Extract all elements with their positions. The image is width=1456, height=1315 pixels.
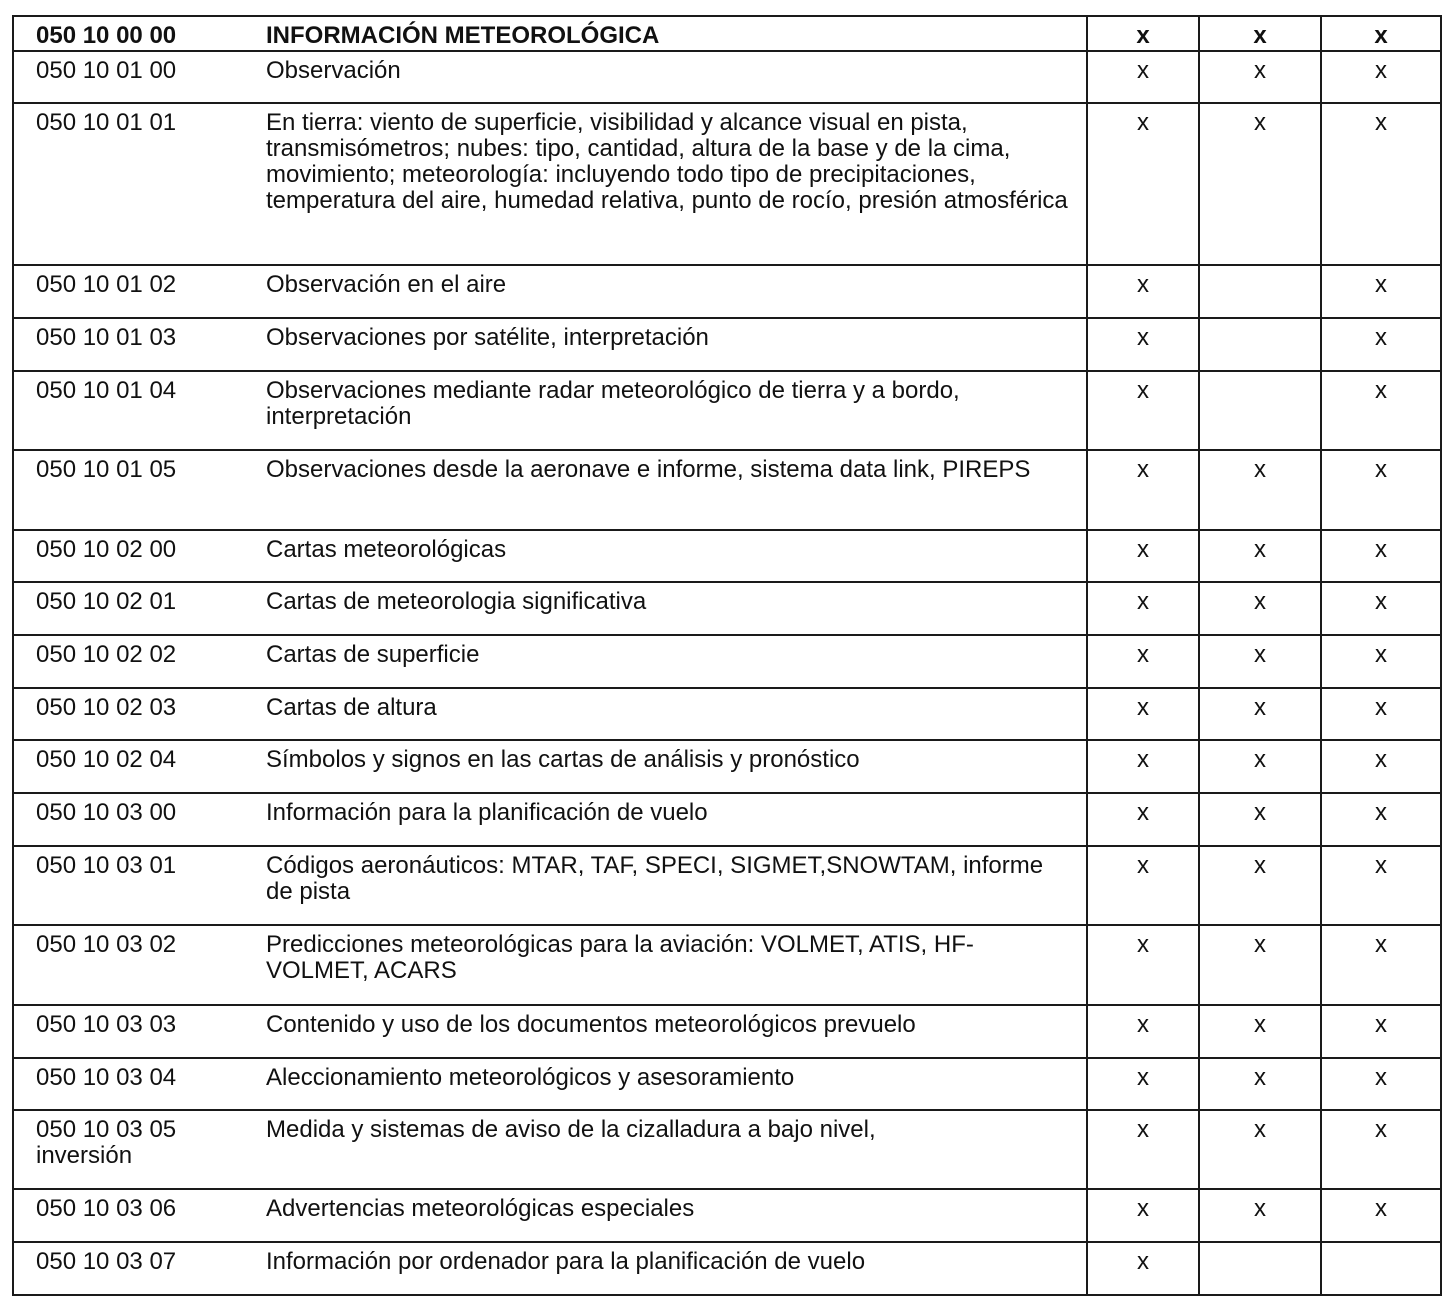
mark-x [1200,266,1320,272]
mark-x: x [1137,746,1149,773]
topic-code: 050 10 01 05 [36,456,177,483]
mark-x: x [1137,1248,1149,1275]
topic-description: Observaciones desde la aeronave e informe, sistema data link, PIREPS [266,456,1031,483]
mark-x: x [1254,641,1266,668]
topic-cell [13,846,1087,925]
mark-x: x [1137,799,1149,826]
topic-code: 050 10 01 01 [36,109,177,136]
mark-cell-3 [1321,371,1441,450]
mark-cell-2 [1199,265,1321,318]
table-row [13,793,1441,846]
mark-x: x [1137,271,1149,298]
topic-code: 050 10 02 02 [36,641,177,668]
mark-x: x [1254,1064,1266,1091]
mark-x: x [1254,109,1266,136]
mark-x: x [1375,324,1387,351]
mark-x: x [1375,852,1387,879]
mark-x: x [1137,931,1149,958]
mark-cell-2 [1199,793,1321,846]
topic-description: Aleccionamiento meteorológicos y asesoramiento [266,1064,795,1091]
mark-x: x [1254,931,1266,958]
mark-cell-1 [1087,371,1199,450]
mark-cell-1 [1087,846,1199,925]
mark-cell-1 [1087,530,1199,582]
mark-cell-1 [1087,1058,1199,1110]
table-row [13,635,1441,688]
mark-x: x [1375,1195,1387,1222]
topic-description: Cartas de altura [266,694,437,721]
mark-x [1200,319,1320,325]
mark-x: x [1137,456,1149,483]
topic-description: Advertencias meteorológicas especiales [266,1195,695,1222]
mark-cell-2 [1199,16,1321,51]
mark-x: x [1254,1011,1266,1038]
topic-description: Símbolos y signos en las cartas de análisis y pronóstico [266,746,860,773]
mark-cell-1 [1087,51,1199,103]
mark-cell-2 [1199,925,1321,1005]
topic-description: Medida y sistemas de aviso de la cizalladura a bajo nivel, [266,1116,876,1143]
mark-cell-1 [1087,793,1199,846]
mark-x: x [1137,1116,1149,1143]
topic-cell [13,1242,1087,1295]
mark-cell-1 [1087,635,1199,688]
table-row [13,371,1441,450]
mark-x: x [1375,746,1387,773]
mark-x: x [1254,746,1266,773]
topic-code: 050 10 02 00 [36,536,177,563]
mark-cell-2 [1199,103,1321,265]
table-row [13,1110,1441,1189]
table-row [13,846,1441,925]
mark-x: x [1375,799,1387,826]
topic-cell [13,688,1087,740]
topic-cell [13,51,1087,103]
mark-cell-1 [1087,1110,1199,1189]
mark-x: x [1137,852,1149,879]
topic-code: 050 10 01 02 [36,271,177,298]
mark-x: x [1254,1116,1266,1143]
topic-cell [13,1005,1087,1058]
mark-x: x [1254,852,1266,879]
mark-x: x [1254,799,1266,826]
mark-cell-2 [1199,51,1321,103]
mark-cell-3 [1321,1058,1441,1110]
mark-cell-1 [1087,688,1199,740]
mark-cell-3 [1321,530,1441,582]
table-row [13,740,1441,793]
topic-description: Cartas de superficie [266,641,480,668]
table-row [13,1242,1441,1295]
mark-x [1200,372,1320,378]
topic-cell [13,1189,1087,1242]
mark-cell-1 [1087,103,1199,265]
mark-x: x [1137,694,1149,721]
mark-cell-3 [1321,846,1441,925]
table-row [13,450,1441,530]
mark-x: x [1254,536,1266,563]
mark-x: x [1375,694,1387,721]
mark-x: x [1137,1064,1149,1091]
mark-cell-2 [1199,371,1321,450]
mark-cell-2 [1199,1058,1321,1110]
mark-cell-3 [1321,1110,1441,1189]
mark-x: x [1375,1064,1387,1091]
mark-cell-2 [1199,740,1321,793]
mark-cell-2 [1199,450,1321,530]
mark-cell-2 [1199,688,1321,740]
topic-cell [13,582,1087,635]
mark-x: x [1375,456,1387,483]
topic-description: Observaciones mediante radar meteorológico de tierra y a bordo, interpretación [266,377,960,430]
mark-x: x [1254,694,1266,721]
topic-cell [13,450,1087,530]
topic-code: 050 10 02 03 [36,694,177,721]
mark-cell-1 [1087,582,1199,635]
topic-cell [13,1058,1087,1110]
topic-code: 050 10 01 03 [36,324,177,351]
topic-code: 050 10 02 01 [36,588,177,615]
topic-description: Contenido y uso de los documentos meteorológicos prevuelo [266,1011,916,1038]
mark-cell-2 [1199,1005,1321,1058]
mark-x: x [1375,57,1387,84]
table-row [13,51,1441,103]
mark-cell-1 [1087,16,1199,51]
table-row [13,318,1441,371]
mark-x: x [1375,1011,1387,1038]
mark-x: x [1375,536,1387,563]
mark-x: x [1137,641,1149,668]
mark-cell-3 [1321,688,1441,740]
topic-code: 050 10 01 04 [36,377,177,404]
mark-cell-2 [1199,1189,1321,1242]
mark-x [1322,1243,1440,1249]
table-row [13,688,1441,740]
mark-cell-1 [1087,450,1199,530]
mark-x: x [1137,57,1149,84]
mark-cell-2 [1199,318,1321,371]
topic-cell [13,925,1087,1005]
table-row [13,1189,1441,1242]
topic-description-continuation: inversión [36,1142,133,1169]
mark-cell-3 [1321,582,1441,635]
mark-cell-2 [1199,635,1321,688]
mark-x: x [1375,271,1387,298]
mark-cell-1 [1087,1005,1199,1058]
syllabus-table [12,15,1442,1296]
topic-cell [13,740,1087,793]
topic-cell [13,371,1087,450]
mark-x: x [1137,1195,1149,1222]
table-row [13,265,1441,318]
topic-code: 050 10 03 03 [36,1011,177,1038]
topic-code: 050 10 02 04 [36,746,177,773]
topic-code: 050 10 01 00 [36,57,177,84]
topic-code: 050 10 03 06 [36,1195,177,1222]
topic-cell [13,318,1087,371]
topic-description: Cartas de meteorologia significativa [266,588,647,615]
mark-cell-1 [1087,1242,1199,1295]
table-row [13,16,1441,51]
mark-x: x [1375,377,1387,404]
table-row [13,925,1441,1005]
mark-cell-2 [1199,582,1321,635]
topic-description: Observación en el aire [266,271,507,298]
topic-code: 050 10 03 00 [36,799,177,826]
topic-description: En tierra: viento de superficie, visibilidad y alcance visual en pista, transmisómetros; nubes: tipo, cantidad, altura de la base y de la cima, movimiento; meteorología: incluyendo todo tipo de precipitaciones, temperatura del aire, humedad relativa, punto de rocío, presión atmosférica [266,109,1068,214]
mark-x: x [1254,588,1266,615]
mark-x: x [1137,324,1149,351]
topic-description: Información por ordenador para la planificación de vuelo [266,1248,866,1275]
mark-cell-2 [1199,1242,1321,1295]
topic-description: Información para la planificación de vuelo [266,799,708,826]
mark-x: x [1137,536,1149,563]
mark-x: x [1137,377,1149,404]
mark-x: x [1254,1195,1266,1222]
table-row [13,1058,1441,1110]
topic-code: 050 10 03 07 [36,1248,177,1275]
table-row [13,103,1441,265]
mark-x: x [1375,109,1387,136]
topic-description: Cartas meteorológicas [266,536,507,563]
mark-x: x [1137,1011,1149,1038]
table-row [13,582,1441,635]
mark-x: x [1137,109,1149,136]
topic-description: Predicciones meteorológicas para la aviación: VOLMET, ATIS, HF-VOLMET, ACARS [266,931,974,984]
topic-cell [13,16,1087,51]
mark-x: x [1136,22,1150,49]
mark-cell-3 [1321,450,1441,530]
mark-cell-2 [1199,846,1321,925]
mark-x: x [1375,641,1387,668]
topic-code: 050 10 00 00 [36,22,177,49]
topic-description: INFORMACIÓN METEOROLÓGICA [266,22,660,49]
topic-cell [13,103,1087,265]
topic-cell [13,1110,1087,1189]
mark-cell-3 [1321,925,1441,1005]
mark-x: x [1375,931,1387,958]
table-row [13,530,1441,582]
topic-code: 050 10 03 05 [36,1116,177,1143]
mark-x: x [1254,57,1266,84]
mark-cell-2 [1199,1110,1321,1189]
mark-x: x [1253,22,1267,49]
mark-cell-3 [1321,265,1441,318]
topic-code: 050 10 03 02 [36,931,177,958]
mark-cell-3 [1321,1189,1441,1242]
mark-cell-3 [1321,1242,1441,1295]
mark-cell-3 [1321,103,1441,265]
topic-description: Observaciones por satélite, interpretación [266,324,709,351]
topic-cell [13,635,1087,688]
mark-cell-3 [1321,1005,1441,1058]
topic-description: Observación [266,57,401,84]
topic-cell [13,265,1087,318]
mark-cell-1 [1087,740,1199,793]
mark-x: x [1375,588,1387,615]
topic-code: 050 10 03 01 [36,852,177,879]
table-row [13,1005,1441,1058]
topic-cell [13,793,1087,846]
mark-cell-1 [1087,925,1199,1005]
mark-x: x [1375,1116,1387,1143]
topic-code: 050 10 03 04 [36,1064,177,1091]
mark-cell-3 [1321,16,1441,51]
mark-cell-3 [1321,635,1441,688]
mark-cell-3 [1321,793,1441,846]
topic-description: Códigos aeronáuticos: MTAR, TAF, SPECI, SIGMET,SNOWTAM, informe de pista [266,852,1044,905]
mark-cell-2 [1199,530,1321,582]
syllabus-body [13,16,1441,1295]
mark-x [1200,1243,1320,1249]
mark-cell-3 [1321,51,1441,103]
mark-cell-1 [1087,318,1199,371]
mark-x: x [1254,456,1266,483]
mark-cell-1 [1087,1189,1199,1242]
mark-cell-3 [1321,318,1441,371]
topic-cell [13,530,1087,582]
mark-x: x [1137,588,1149,615]
mark-x: x [1374,22,1388,49]
mark-cell-1 [1087,265,1199,318]
mark-cell-3 [1321,740,1441,793]
